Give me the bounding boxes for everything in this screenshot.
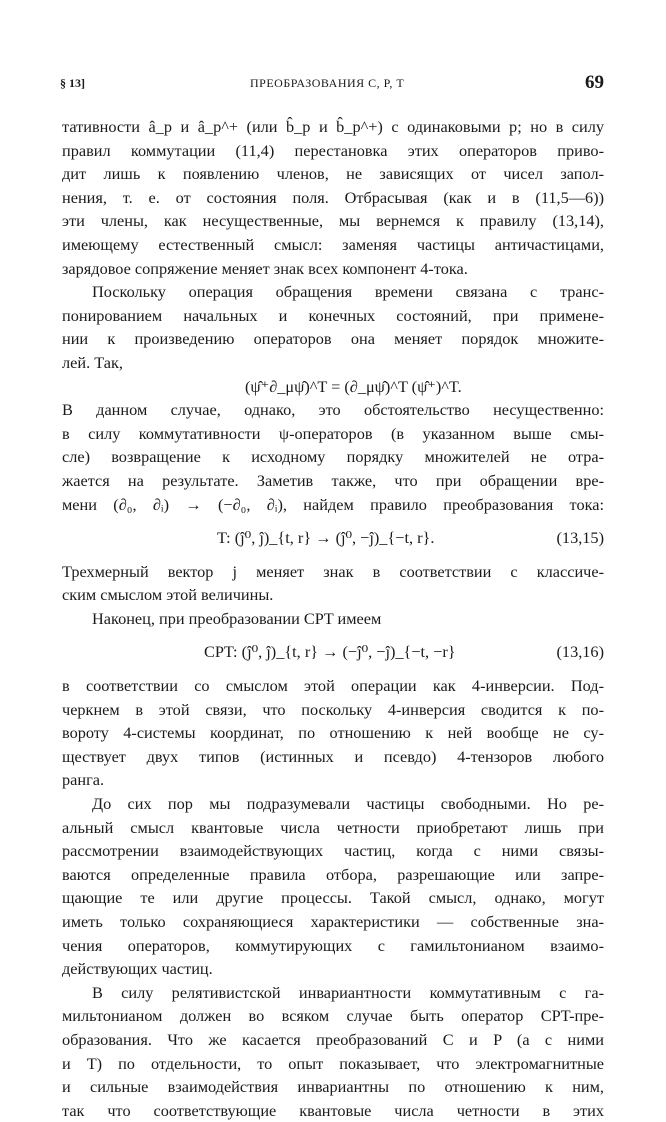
running-title: ПРЕОБРАЗОВАНИЯ С, Р, Т: [250, 76, 405, 90]
text-line: имеющему естественный смысл: заменяя частицы античастицами,: [62, 234, 604, 254]
paragraph-6: [62, 674, 604, 792]
text-line: рассмотрении взаимодействующих частиц, когда с ними связы-: [62, 841, 604, 861]
text-line: ществует двух типов (истинных и псевдо) 4-тензоров любого: [62, 746, 604, 766]
text-line: правил коммутации (11,4) перестановка этих операторов приво-: [62, 140, 604, 160]
text-line: Поскольку операция обращения времени связана с транс-: [92, 282, 604, 302]
paragraph-4: [62, 560, 604, 607]
text-line: сле) возвращение к исходному порядку множителей не отра-: [62, 447, 604, 467]
equation-text: T: (ĵ⁰, ĵ)_{t, r} → (ĵ⁰, −ĵ)_{−t, r}.: [217, 528, 435, 548]
text-line: и сильные взаимодействия инвариантны по отношению к ним,: [62, 1077, 604, 1097]
text-line: действующих частиц.: [62, 959, 213, 979]
text-line: дит лишь к появлению членов, не зависящих от чисел запол-: [62, 164, 604, 184]
paragraph-5: [62, 607, 604, 631]
text-line: в силу коммутативности ψ-операторов (в указанном выше смы-: [62, 423, 604, 443]
text-line: альный смысл квантовые числа четности приобретают лишь при: [62, 817, 604, 837]
text-line: Наконец, при преобразовании CPT имеем: [92, 608, 382, 628]
text-line: зарядовое сопряжение меняет знак всех компонент 4-тока.: [62, 258, 468, 278]
equation-number: (13,16): [556, 642, 604, 662]
equation-text: CPT: (ĵ⁰, ĵ)_{t, r} → (−ĵ⁰, −ĵ)_{−t, −r}: [204, 642, 456, 662]
text-line: тативности â_p и â_p^+ (или b̂_p и b̂_p^+) с одинаковыми p; но в силу: [62, 117, 604, 136]
text-line: эти члены, как несущественные, мы вернемся к правилу (13,14),: [62, 211, 604, 231]
paragraph-7: [62, 792, 604, 981]
text-line: щающие те или другие процессы. Такой смысл, однако, могут: [62, 888, 604, 908]
text-line: нения, т. е. от состояния поля. Отбрасывая (как и в (11,5—6)): [62, 187, 604, 207]
text-line: понированием начальных и конечных состояний, при примене-: [62, 305, 604, 325]
page-body: [62, 115, 604, 1122]
page-number: 69: [585, 72, 604, 93]
text-line: мильтонианом должен во всяком случае быть оператор CPT-пре-: [62, 1006, 604, 1026]
text-line: лей. Так,: [62, 352, 123, 372]
formula-ordering: [62, 375, 604, 399]
text-line: В данном случае, однако, это обстоятельство несущественно:: [62, 400, 604, 420]
paragraph-1: [62, 115, 604, 280]
text-line: До сих пор мы подразумевали частицы свободными. Но ре-: [92, 794, 604, 814]
text-line: жается на результате. Заметив также, что при обращении вре-: [62, 470, 604, 490]
text-line: ским смыслом этой величины.: [62, 585, 274, 605]
text-line: нии к произведению операторов она меняет порядок множите-: [62, 329, 604, 349]
paragraph-2: [62, 280, 604, 374]
equation-13-16: [62, 640, 604, 664]
text-line: образования. Что же касается преобразований C и P (а с ними: [62, 1029, 604, 1049]
equation-13-15: [62, 526, 604, 550]
section-marker: § 13]: [60, 76, 85, 90]
text-line: чения операторов, коммутирующих с гамильтонианом взаимо-: [62, 935, 604, 955]
text-line: в соответствии со смыслом этой операции как 4-инверсии. Под-: [62, 676, 604, 696]
text-line: так что соответствующие квантовые числа четности в этих: [62, 1100, 604, 1120]
text-line: В силу релятивистской инвариантности коммутативным с га-: [92, 982, 604, 1002]
text-line: мени (∂₀, ∂ᵢ) → (−∂₀, ∂ᵢ), найдем правило преобразования тока:: [62, 494, 604, 514]
page-header: [60, 72, 604, 96]
text-line: Трехмерный вектор j меняет знак в соответствии с классиче-: [62, 561, 604, 581]
text-line: ваются определенные правила отбора, разрешающие или запре-: [62, 864, 604, 884]
text-line: и T) по отдельности, то опыт показывает, что электромагнитные: [62, 1053, 604, 1073]
text-line: иметь только сохраняющиеся характеристики — собственные зна-: [62, 912, 604, 931]
text-line: черкнем в этой связи, что поскольку 4-инверсия сводится к по-: [62, 699, 604, 719]
text-line: ранга.: [62, 770, 105, 790]
equation-number: (13,15): [556, 528, 604, 548]
paragraph-3: [62, 398, 604, 516]
paragraph-8: [62, 981, 604, 1122]
text-line: вороту 4-системы координат, по отношению к ней вообще не су-: [62, 723, 604, 743]
formula-text: (ψ̂⁺∂_μψ̂)^T = (∂_μψ̂)^T (ψ̂⁺)^T.: [245, 376, 462, 396]
